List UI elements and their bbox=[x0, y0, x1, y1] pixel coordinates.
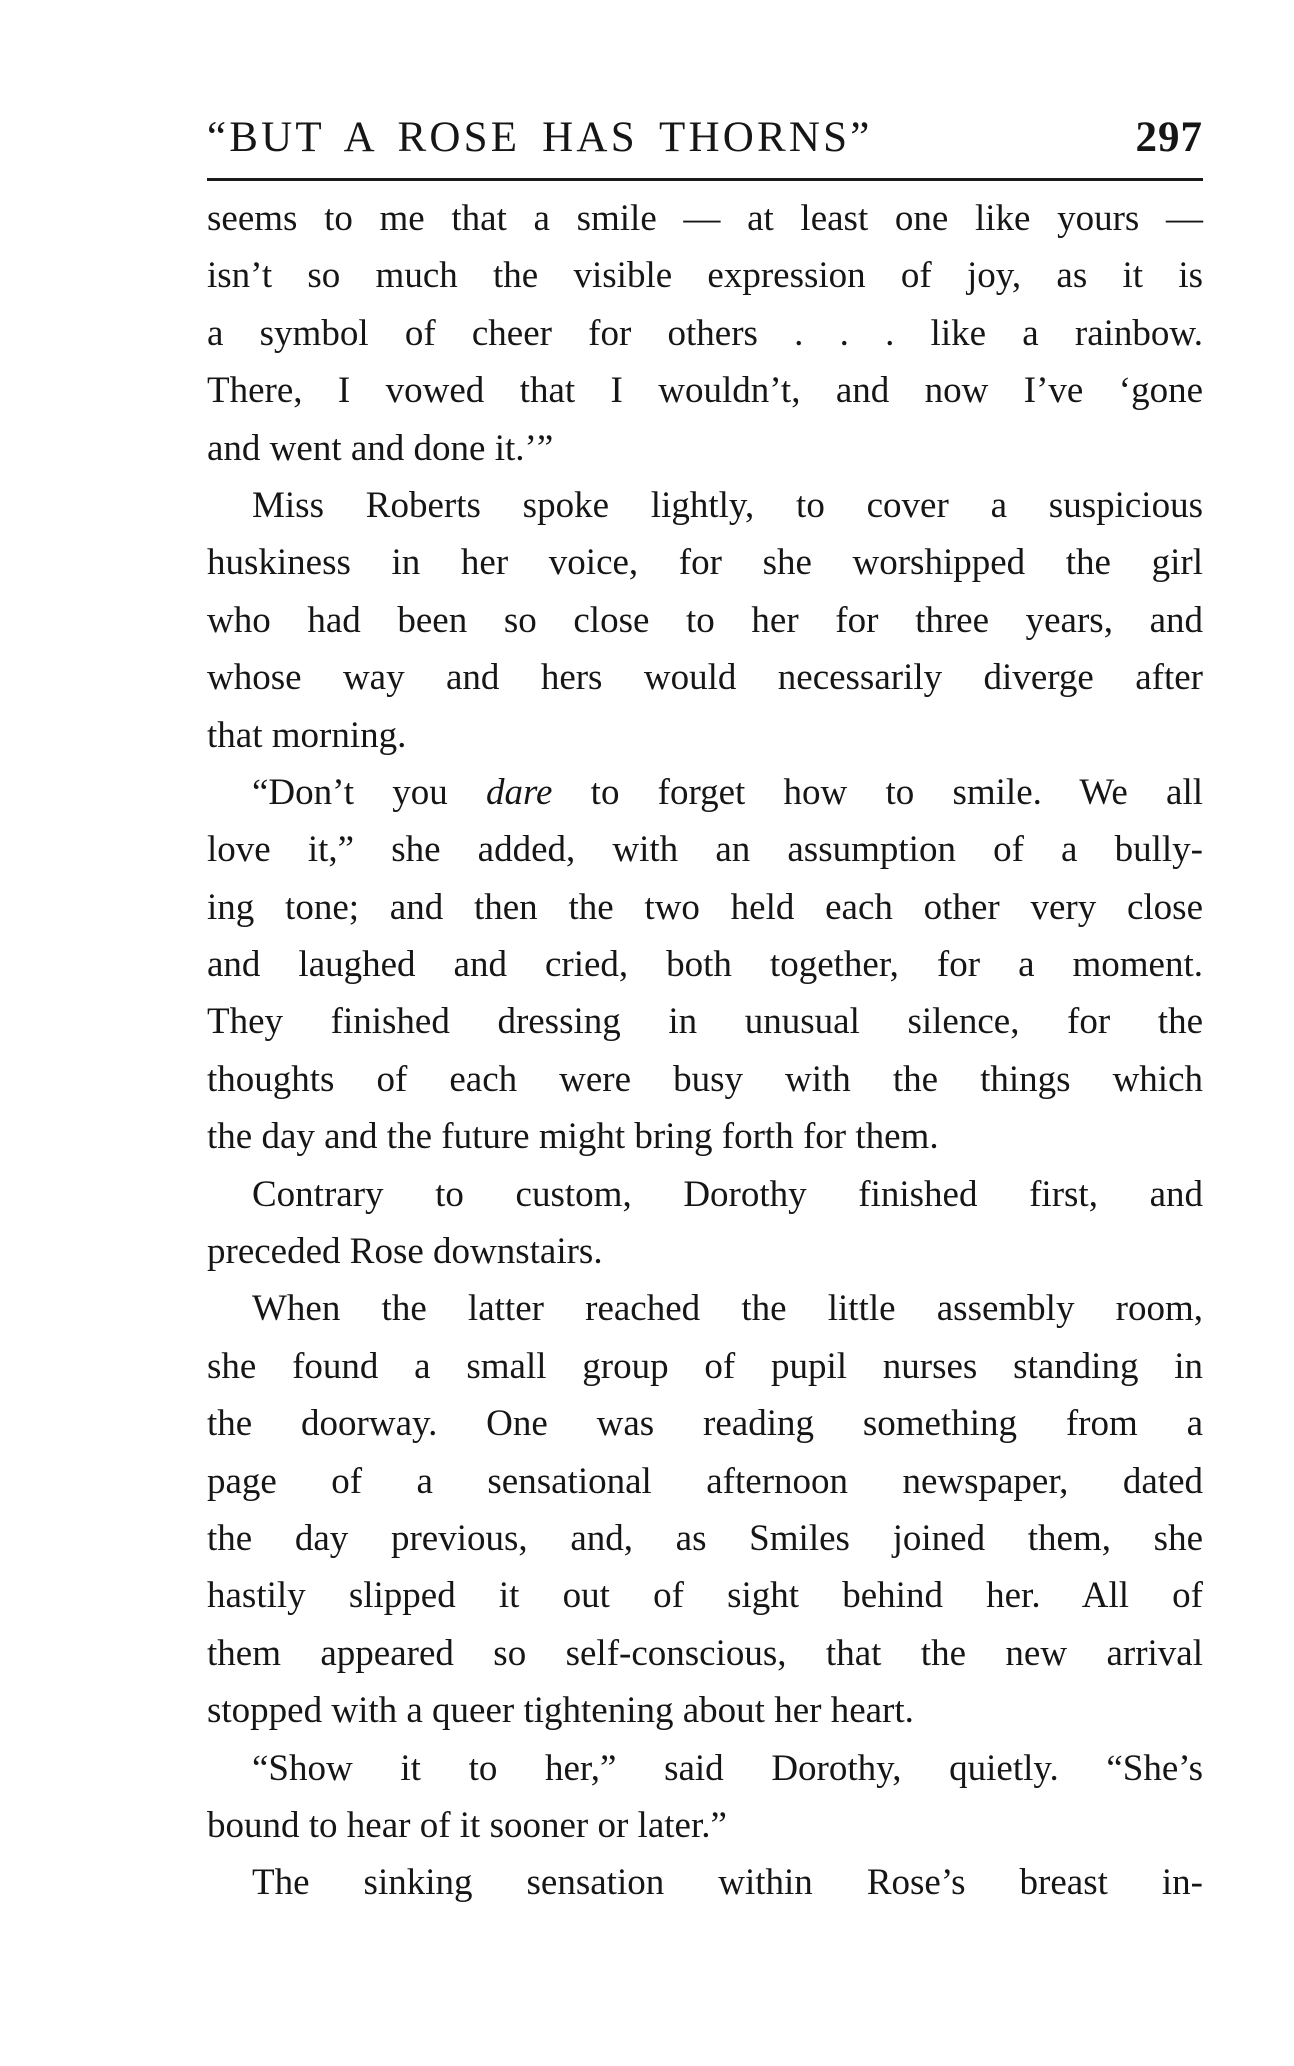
paragraph bbox=[207, 1854, 1203, 1911]
paragraph bbox=[207, 1740, 1203, 1855]
text-line: Contrary to custom, Dorothy finished first, and bbox=[252, 1173, 1203, 1215]
text-line: huskiness in her voice, for she worshipped the girl bbox=[207, 542, 1203, 584]
text-line bbox=[207, 764, 1203, 821]
text-line: whose way and hers would necessarily diverge after bbox=[207, 657, 1203, 699]
text-line: and went and done it.’” bbox=[207, 427, 554, 469]
text-line: isn’t so much the visible expression of joy, as it is bbox=[207, 255, 1203, 297]
text-line: the day and the future might bring forth for them. bbox=[207, 1116, 939, 1158]
text-line: them appeared so self-conscious, that the new arrival bbox=[207, 1632, 1203, 1674]
text-line: bound to hear of it sooner or later.” bbox=[207, 1804, 727, 1846]
text-line: the doorway. One was reading something from a bbox=[207, 1403, 1203, 1445]
body-text bbox=[207, 190, 1203, 1912]
paragraph bbox=[207, 190, 1203, 477]
text-line: preceded Rose downstairs. bbox=[207, 1231, 603, 1273]
text-run: “Don’t you bbox=[252, 771, 486, 813]
text-line: a symbol of cheer for others . . . like a rainbow. bbox=[207, 312, 1203, 354]
text-line: the day previous, and, as Smiles joined them, she bbox=[207, 1517, 1203, 1559]
text-line: she found a small group of pupil nurses standing in bbox=[207, 1345, 1203, 1387]
text-line: love it,” she added, with an assumption of a bully- bbox=[207, 829, 1203, 871]
paragraph bbox=[207, 477, 1203, 764]
text-line: stopped with a queer tightening about her heart. bbox=[207, 1690, 914, 1732]
text-line: The sinking sensation within Rose’s breast in- bbox=[252, 1862, 1203, 1904]
paragraph bbox=[207, 1166, 1203, 1281]
paragraph bbox=[207, 764, 1203, 1166]
text-line: When the latter reached the little assembly room, bbox=[252, 1288, 1203, 1330]
text-line: thoughts of each were busy with the things which bbox=[207, 1058, 1203, 1100]
page-number: 297 bbox=[1135, 113, 1203, 161]
text-line: “Show it to her,” said Dorothy, quietly. “She’s bbox=[252, 1747, 1203, 1789]
text-line: seems to me that a smile — at least one like yours — bbox=[207, 198, 1203, 239]
paragraph bbox=[207, 1280, 1203, 1739]
text-line: hastily slipped it out of sight behind her. All of bbox=[207, 1575, 1203, 1617]
running-head: “BUT A ROSE HAS THORNS” bbox=[207, 113, 873, 161]
text-line: who had been so close to her for three years, and bbox=[207, 599, 1203, 641]
text-line: There, I vowed that I wouldn’t, and now I’ve ‘gone bbox=[207, 370, 1203, 412]
italic-word: dare bbox=[486, 771, 553, 813]
page-header bbox=[207, 106, 1203, 168]
text-line: Miss Roberts spoke lightly, to cover a suspicious bbox=[252, 484, 1203, 526]
text-line: that morning. bbox=[207, 714, 407, 756]
text-line: ing tone; and then the two held each other very close bbox=[207, 886, 1203, 928]
header-rule bbox=[207, 178, 1203, 181]
text-line: page of a sensational afternoon newspaper, dated bbox=[207, 1460, 1203, 1502]
text-run: to forget how to smile. We all bbox=[552, 771, 1203, 813]
text-line: and laughed and cried, both together, for a moment. bbox=[207, 944, 1203, 986]
text-line: They finished dressing in unusual silence, for the bbox=[207, 1001, 1203, 1043]
